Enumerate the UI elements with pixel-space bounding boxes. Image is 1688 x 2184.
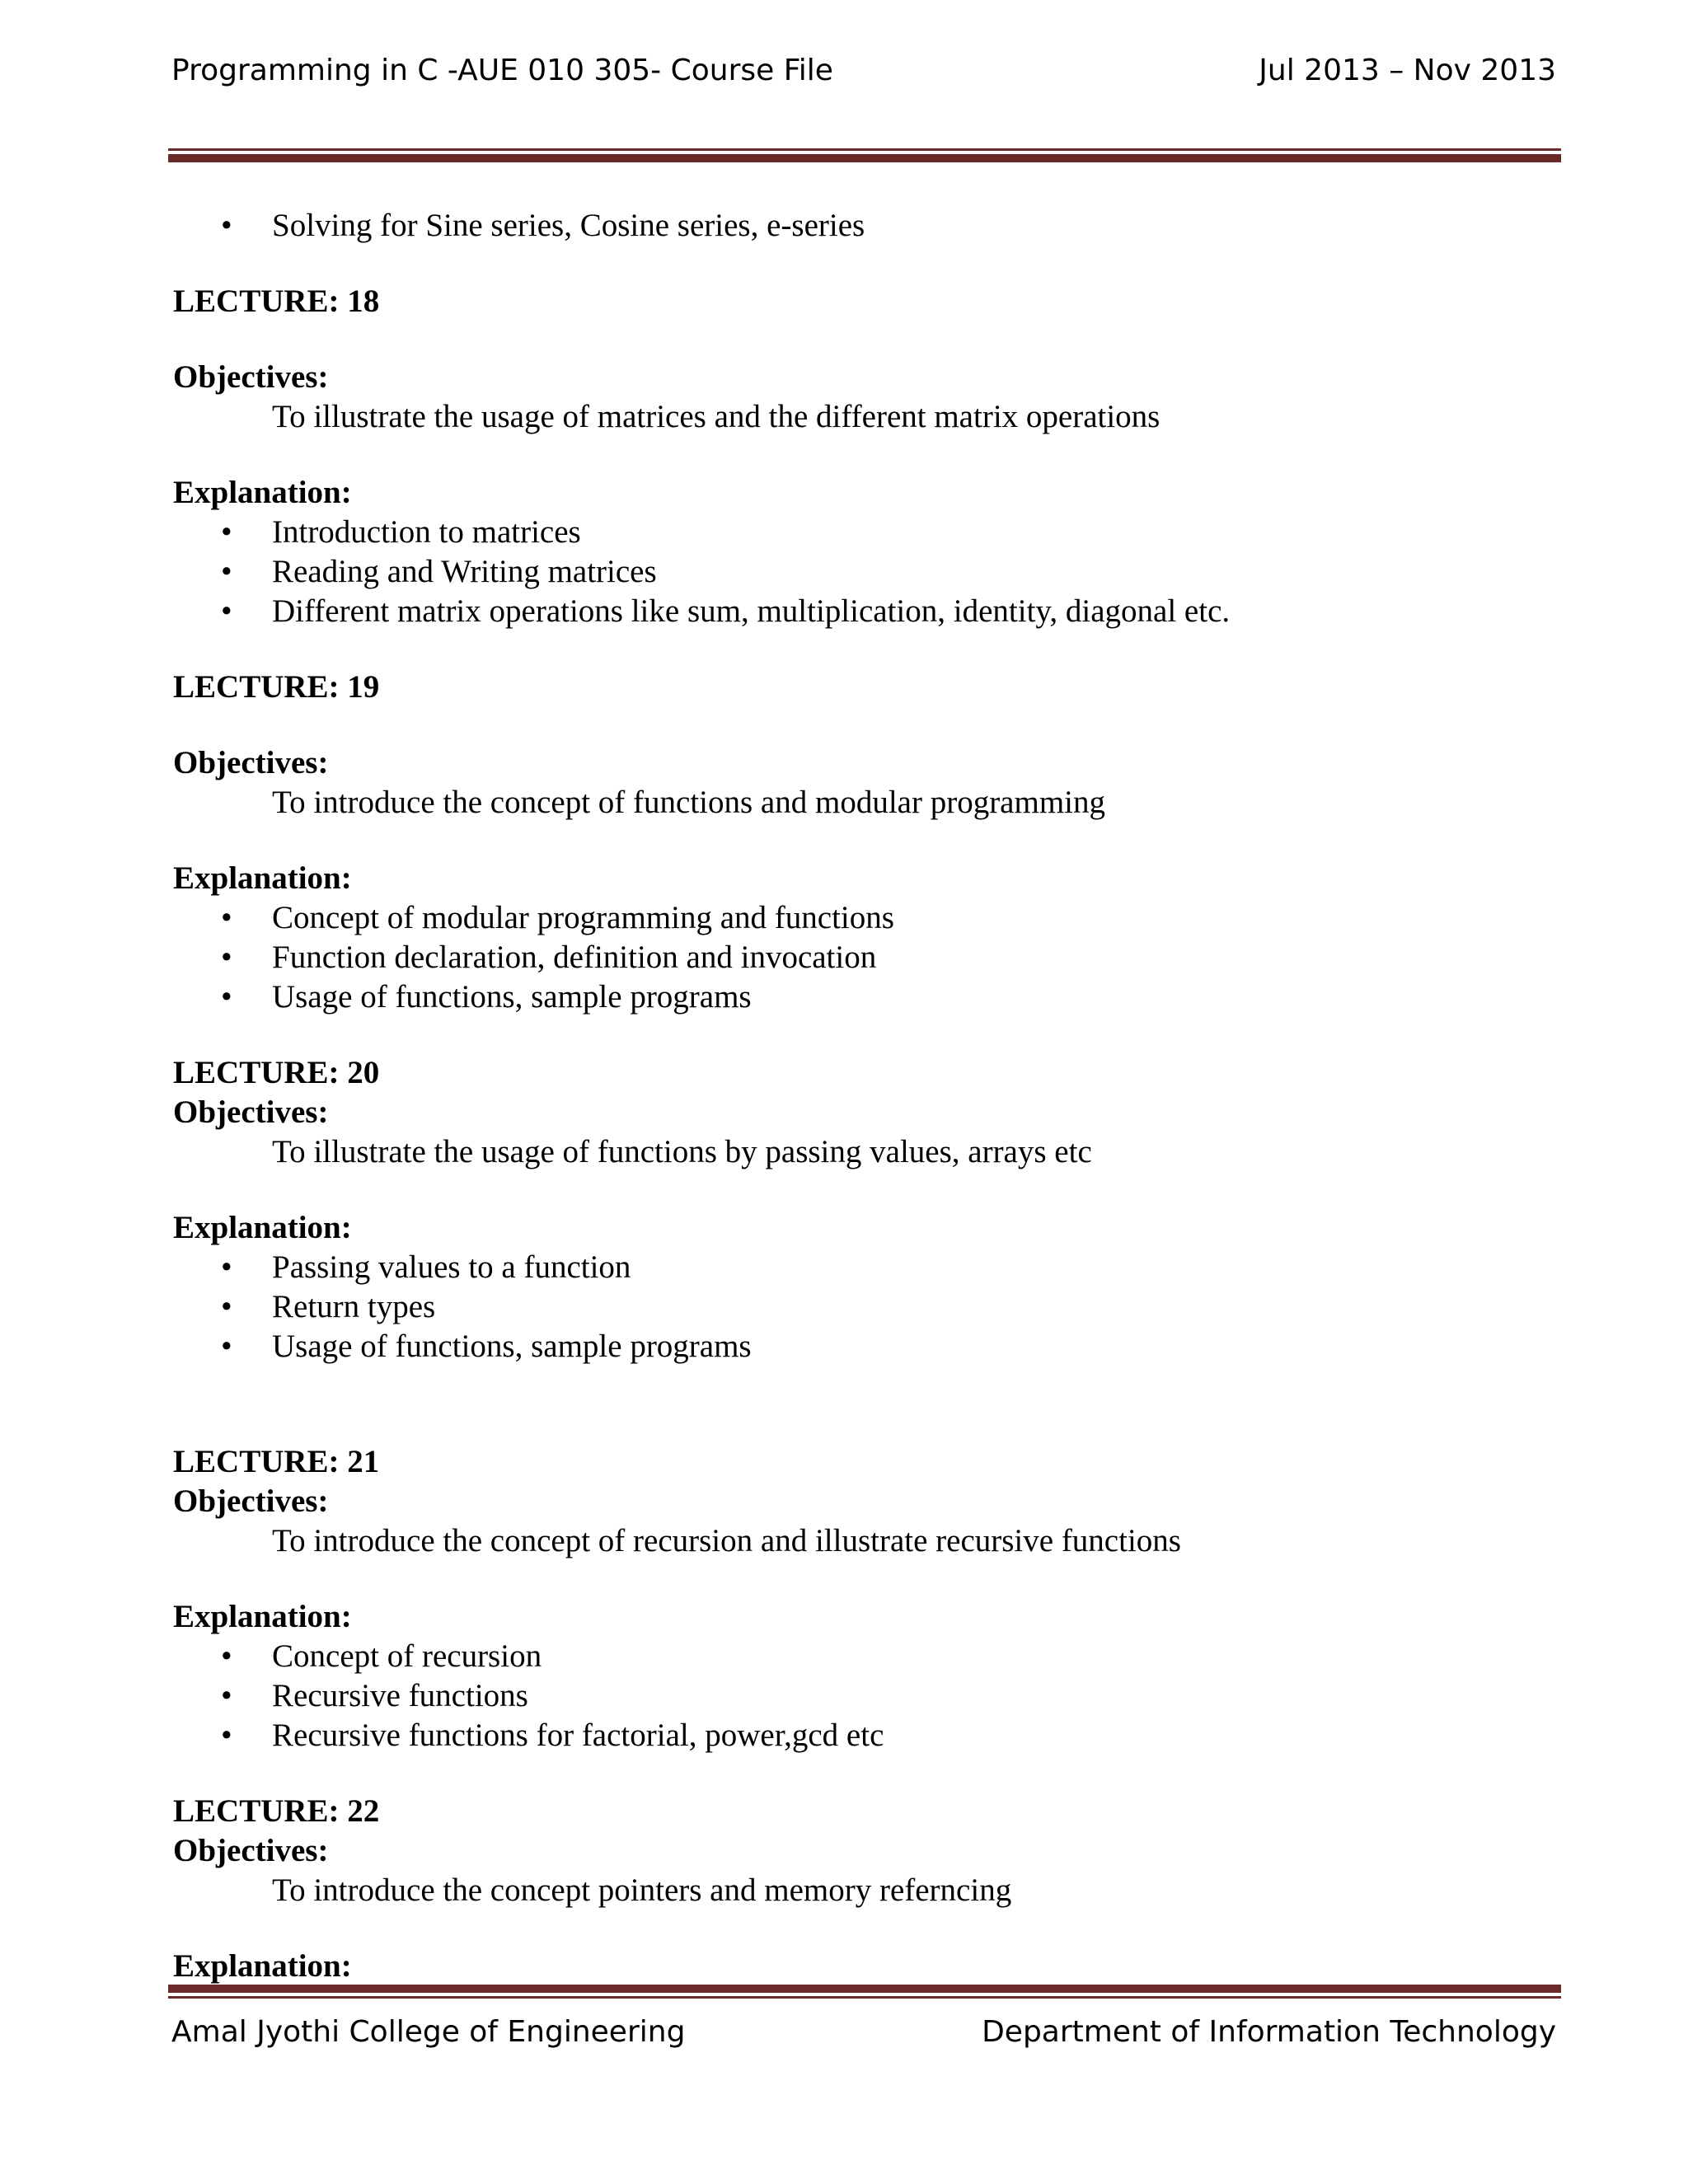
list-item: • Solving for Sine series, Cosine series, e-series [173, 206, 1558, 246]
header-period: Jul 2013 – Nov 2013 [1259, 54, 1556, 87]
explanation-list [173, 513, 1558, 631]
lecture-heading: LECTURE: 22 [173, 1793, 380, 1829]
list-item: • Function declaration, definition and invocation [173, 938, 1558, 977]
list-item: • Usage of functions, sample programs [173, 977, 1558, 1017]
lecture-20-section [173, 1053, 1558, 1366]
lecture-heading: LECTURE: 21 [173, 1444, 380, 1479]
objectives-label: Objectives: [173, 1833, 329, 1868]
objective-text: To illustrate the usage of matrices and the different matrix operations [272, 399, 1160, 434]
header-rule [168, 148, 1561, 162]
list-item: • Recursive functions for factorial, power,gcd etc [173, 1716, 1558, 1755]
list-item: • Introduction to matrices [173, 513, 1558, 552]
objectives-label: Objectives: [173, 359, 329, 395]
list-item: • Reading and Writing matrices [173, 552, 1558, 592]
objective-text: To introduce the concept of recursion and illustrate recursive functions [272, 1523, 1181, 1558]
lecture-heading: LECTURE: 20 [173, 1055, 380, 1090]
explanation-list [173, 1248, 1558, 1366]
footer-college: Amal Jyothi College of Engineering [171, 2015, 686, 2049]
list-item: • Concept of recursion [173, 1637, 1558, 1676]
explanation-label: Explanation: [173, 860, 352, 896]
continued-bullet-list [173, 206, 1558, 246]
lecture-18-section [173, 282, 1558, 631]
explanation-label: Explanation: [173, 1599, 352, 1634]
header-course-title: Programming in C -AUE 010 305- Course File [171, 54, 833, 87]
objective-text: To introduce the concept pointers and memory referncing [272, 1872, 1012, 1908]
objective-text: To introduce the concept of functions and modular programming [272, 785, 1105, 820]
objectives-label: Objectives: [173, 1094, 329, 1130]
explanation-list [173, 898, 1558, 1017]
list-item: • Recursive functions [173, 1676, 1558, 1716]
footer-rule [168, 1985, 1561, 1999]
lecture-19-section [173, 668, 1558, 1017]
lecture-21-section [173, 1442, 1558, 1755]
lecture-heading: LECTURE: 19 [173, 669, 380, 705]
list-item: • Usage of functions, sample programs [173, 1327, 1558, 1366]
list-item: • Return types [173, 1287, 1558, 1327]
explanation-list [173, 1637, 1558, 1755]
footer-department: Department of Information Technology [982, 2015, 1556, 2049]
objective-text: To illustrate the usage of functions by passing values, arrays etc [272, 1134, 1092, 1169]
list-item: • Concept of modular programming and functions [173, 898, 1558, 938]
explanation-label: Explanation: [173, 1210, 352, 1245]
explanation-label: Explanation: [173, 1948, 352, 1984]
page-body [173, 206, 1558, 1986]
list-item: • Different matrix operations like sum, multiplication, identity, diagonal etc. [173, 592, 1558, 631]
explanation-label: Explanation: [173, 475, 352, 510]
lecture-22-section [173, 1792, 1558, 1986]
objectives-label: Objectives: [173, 1483, 329, 1519]
objectives-label: Objectives: [173, 745, 329, 780]
list-item: • Passing values to a function [173, 1248, 1558, 1287]
lecture-heading: LECTURE: 18 [173, 284, 380, 319]
